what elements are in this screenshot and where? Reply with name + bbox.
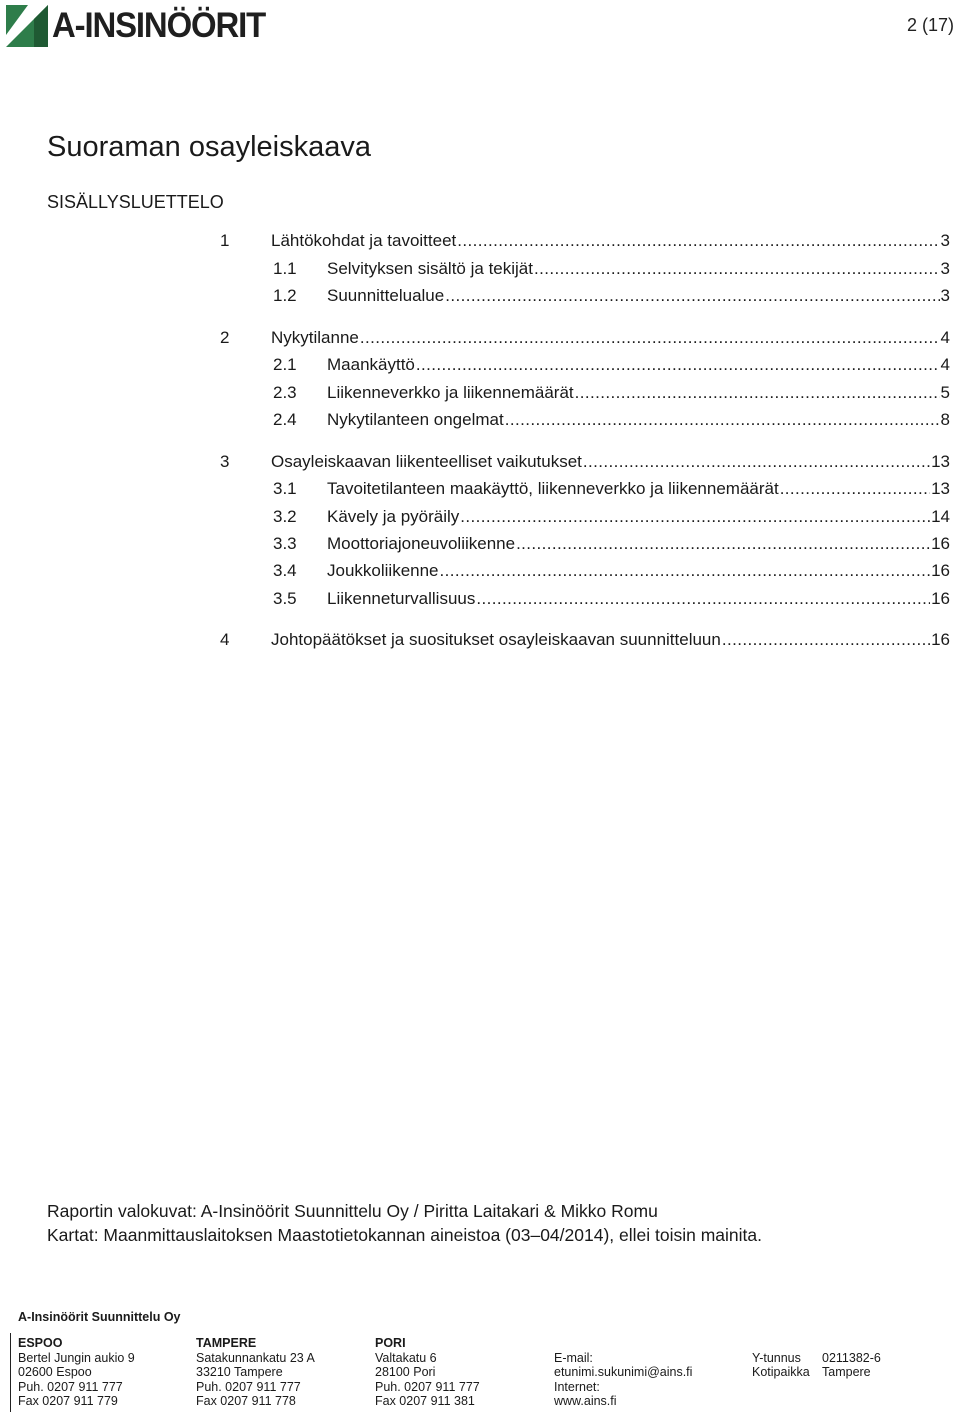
office-address: Valtakatu 6 xyxy=(375,1350,437,1365)
toc-leader-dots xyxy=(460,506,930,528)
toc-entry[interactable] xyxy=(220,285,950,307)
toc-entry-number: 2.4 xyxy=(273,410,297,429)
office-fax: Fax 0207 911 381 xyxy=(375,1394,475,1409)
office-phone: Puh. 0207 911 777 xyxy=(196,1379,301,1394)
toc-entry-number: 3.1 xyxy=(273,479,297,498)
toc-entry-label: Johtopäätökset ja suositukset osayleiskaavan suunnitteluun xyxy=(271,630,721,649)
toc-entry[interactable] xyxy=(220,533,950,555)
toc-leader-dots xyxy=(516,533,930,555)
toc-entry[interactable] xyxy=(220,451,950,473)
toc-entry-number: 3.4 xyxy=(273,561,297,580)
page-number: 2 (17) xyxy=(906,15,954,35)
toc-entry-number: 3.2 xyxy=(273,507,297,526)
toc-leader-dots xyxy=(457,230,939,252)
toc-entry-page: 3 xyxy=(940,231,950,250)
office-postcode: 28100 Pori xyxy=(375,1365,436,1380)
toc-entry-label: Tavoitetilanteen maakäyttö, liikenneverkko ja liikennemäärät xyxy=(327,479,779,498)
office-espoo xyxy=(18,1336,135,1409)
toc-entry-label: Moottoriajoneuvoliikenne xyxy=(327,534,516,553)
website-link[interactable]: www.ains.fi xyxy=(554,1394,617,1409)
toc-entry-number: 1 xyxy=(220,231,230,250)
office-fax: Fax 0207 911 779 xyxy=(18,1394,118,1409)
toc-entry-label: Nykytilanne xyxy=(271,328,359,347)
office-tampere xyxy=(196,1336,315,1409)
toc-entry-page: 16 xyxy=(931,589,950,608)
office-name: ESPOO xyxy=(18,1336,63,1350)
toc-leader-dots xyxy=(505,409,940,431)
toc-leader-dots xyxy=(722,629,930,651)
toc-leader-dots xyxy=(440,560,931,582)
toc-entry-number: 1.2 xyxy=(273,286,297,305)
toc-entry-number: 2 xyxy=(220,328,230,347)
business-id-label: Y-tunnus xyxy=(752,1350,801,1365)
toc-leader-dots xyxy=(360,327,940,349)
office-phone: Puh. 0207 911 777 xyxy=(375,1379,480,1394)
office-phone: Puh. 0207 911 777 xyxy=(18,1379,123,1394)
toc-entry-label: Osayleiskaavan liikenteelliset vaikutukset xyxy=(271,452,582,471)
toc-leader-dots xyxy=(780,478,930,500)
toc-entry-number: 3.5 xyxy=(273,589,297,608)
business-id-labels xyxy=(752,1336,810,1380)
toc-entry[interactable] xyxy=(220,588,950,610)
toc-entry-page: 16 xyxy=(931,561,950,580)
toc-entry-label: Lähtökohdat ja tavoitteet xyxy=(271,231,457,250)
document-title: Suoraman osayleiskaava xyxy=(47,131,372,163)
footer-divider xyxy=(10,1333,11,1412)
office-pori xyxy=(375,1336,480,1409)
office-postcode: 33210 Tampere xyxy=(196,1365,283,1380)
toc-entry[interactable] xyxy=(220,506,950,528)
toc-entry-page: 16 xyxy=(931,534,950,553)
toc-entry-label: Selvityksen sisältö ja tekijät xyxy=(327,259,533,278)
office-fax: Fax 0207 911 778 xyxy=(196,1394,296,1409)
business-id-values xyxy=(822,1336,881,1380)
toc-entry[interactable] xyxy=(220,560,950,582)
toc-entry-label: Suunnittelualue xyxy=(327,286,445,305)
toc-leader-dots xyxy=(476,588,930,610)
toc-entry-label: Maankäyttö xyxy=(327,355,415,374)
credits xyxy=(47,1199,762,1247)
office-address: Satakunnankatu 23 A xyxy=(196,1350,315,1365)
ai-logo-mark-icon xyxy=(6,5,48,47)
email-link[interactable]: etunimi.sukunimi@ains.fi xyxy=(554,1365,693,1380)
toc-heading: SISÄLLYSLUETTELO xyxy=(47,192,224,212)
toc-entry-page: 3 xyxy=(940,259,950,278)
business-id-value: 0211382-6 xyxy=(822,1350,881,1365)
toc-leader-dots xyxy=(575,382,940,404)
toc-entry-label: Kävely ja pyöräily xyxy=(327,507,460,526)
photo-credits: Raportin valokuvat: A-Insinöörit Suunnittelu Oy / Piritta Laitakari & Mikko Romu xyxy=(47,1201,658,1221)
domicile-label: Kotipaikka xyxy=(752,1365,810,1380)
map-credits: Kartat: Maanmittauslaitoksen Maastotietokannan aineistoa (03–04/2014), ellei toisin mainita. xyxy=(47,1225,762,1245)
toc-entry-page: 13 xyxy=(931,479,950,498)
office-postcode: 02600 Espoo xyxy=(18,1365,92,1380)
toc-entry-page: 3 xyxy=(940,286,950,305)
toc-entry-number: 2.3 xyxy=(273,383,297,402)
toc-entry-number: 2.1 xyxy=(273,355,297,374)
toc-entry[interactable] xyxy=(220,409,950,431)
contact-info xyxy=(554,1336,692,1409)
toc-entry[interactable] xyxy=(220,230,950,252)
toc-entry-page: 13 xyxy=(931,452,950,471)
toc-entry-page: 14 xyxy=(931,507,950,526)
office-address: Bertel Jungin aukio 9 xyxy=(18,1350,135,1365)
toc-entry[interactable] xyxy=(220,382,950,404)
toc-leader-dots xyxy=(583,451,930,473)
toc-entry-page: 4 xyxy=(940,355,950,374)
toc-leader-dots xyxy=(416,354,940,376)
office-name: PORI xyxy=(375,1336,406,1350)
internet-label: Internet: xyxy=(554,1379,600,1394)
toc-entry-number: 1.1 xyxy=(273,259,297,278)
company-logo xyxy=(6,5,279,47)
toc-entry[interactable] xyxy=(220,327,950,349)
footer-company-name: A-Insinöörit Suunnittelu Oy xyxy=(18,1310,181,1324)
toc-entry[interactable] xyxy=(220,629,950,651)
logo-wordmark: A-INSINÖÖRIT xyxy=(52,6,266,45)
toc-entry-label: Liikenneverkko ja liikennemäärät xyxy=(327,383,574,402)
toc-entry-page: 4 xyxy=(940,328,950,347)
toc-entry-number: 4 xyxy=(220,630,230,649)
toc-entry-number: 3 xyxy=(220,452,230,471)
toc-entry[interactable] xyxy=(220,478,950,500)
toc-entry-page: 16 xyxy=(931,630,950,649)
office-name: TAMPERE xyxy=(196,1336,257,1350)
toc-entry-number: 3.3 xyxy=(273,534,297,553)
toc-entry-page: 5 xyxy=(940,383,950,402)
email-label: E-mail: xyxy=(554,1350,593,1365)
toc-entry-label: Nykytilanteen ongelmat xyxy=(327,410,504,429)
toc-entry-label: Liikenneturvallisuus xyxy=(327,589,476,608)
domicile-value: Tampere xyxy=(822,1365,871,1380)
toc-entry[interactable] xyxy=(220,354,950,376)
toc-entry-page: 8 xyxy=(940,410,950,429)
toc-entry[interactable] xyxy=(220,258,950,280)
toc-leader-dots xyxy=(534,258,940,280)
toc-entry-label: Joukkoliikenne xyxy=(327,561,439,580)
toc-leader-dots xyxy=(445,285,939,307)
